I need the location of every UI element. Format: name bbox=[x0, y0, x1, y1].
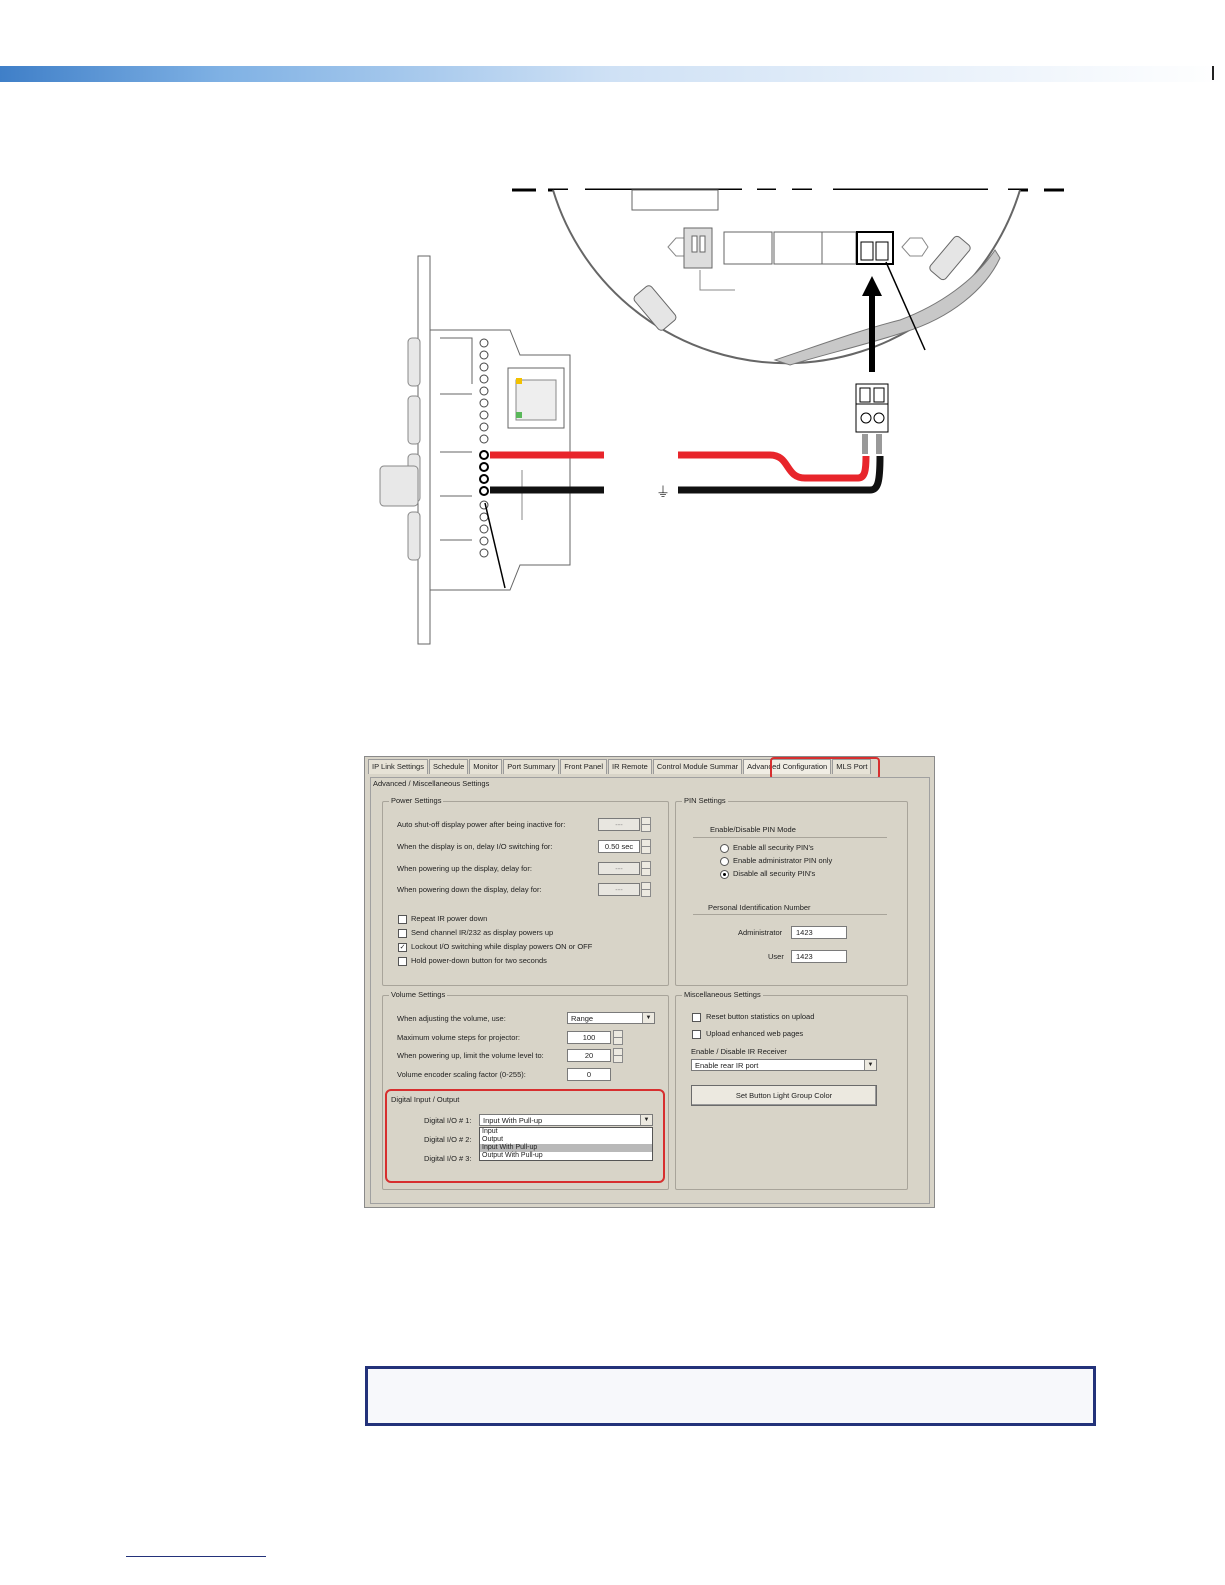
power-up-delay-spinner[interactable] bbox=[641, 861, 651, 876]
auto-shutoff-spinner[interactable] bbox=[641, 817, 651, 832]
send-channel-checkbox[interactable] bbox=[398, 929, 407, 938]
digital-io-1-label: Digital I/O # 1: bbox=[424, 1116, 472, 1125]
volume-encoder-label: Volume encoder scaling factor (0-255): bbox=[397, 1070, 526, 1079]
ground-symbol: ⏚ bbox=[656, 485, 670, 501]
volume-max-spinner[interactable] bbox=[613, 1030, 623, 1045]
reset-stats-label: Reset button statistics on upload bbox=[706, 1012, 815, 1021]
hold-power-down-checkbox[interactable] bbox=[398, 957, 407, 966]
ir-receiver-label: Enable / Disable IR Receiver bbox=[691, 1047, 787, 1056]
io-delay-spinner[interactable] bbox=[641, 839, 651, 854]
tab-mls-port[interactable]: MLS Port bbox=[832, 759, 871, 774]
chevron-down-icon: ▼ bbox=[864, 1060, 876, 1070]
radio-disable-all-pins[interactable] bbox=[720, 870, 729, 879]
set-button-light-color-button[interactable]: Set Button Light Group Color bbox=[691, 1085, 877, 1106]
send-channel-label: Send channel IR/232 as display powers up bbox=[411, 928, 554, 937]
misc-settings-title: Miscellaneous Settings bbox=[684, 990, 761, 999]
volume-adjust-label: When adjusting the volume, use: bbox=[397, 1014, 506, 1023]
upload-web-pages-checkbox[interactable] bbox=[692, 1030, 701, 1039]
pin-settings-title: PIN Settings bbox=[684, 796, 726, 805]
dropdown-option-highlighted[interactable]: Input With Pull-up bbox=[480, 1144, 652, 1152]
pin-mode-title: Enable/Disable PIN Mode bbox=[710, 825, 796, 834]
speaker-dome bbox=[553, 190, 1020, 363]
volume-limit-label: When powering up, limit the volume level to: bbox=[397, 1051, 544, 1060]
wall-plate bbox=[418, 256, 430, 644]
tab-monitor[interactable]: Monitor bbox=[469, 759, 502, 774]
tab-front-panel[interactable]: Front Panel bbox=[560, 759, 607, 774]
radio-enable-admin-label: Enable administrator PIN only bbox=[733, 856, 833, 865]
pin-number-title: Personal Identification Number bbox=[708, 903, 811, 912]
power-up-delay-field[interactable]: --- bbox=[598, 862, 640, 875]
digital-io-3-label: Digital I/O # 3: bbox=[424, 1154, 472, 1163]
repeat-ir-checkbox[interactable] bbox=[398, 915, 407, 924]
user-pin-field[interactable]: 1423 bbox=[791, 950, 847, 963]
digital-io-title: Digital Input / Output bbox=[391, 1095, 460, 1104]
user-pin-label: User bbox=[768, 952, 784, 961]
footer-link-underline bbox=[126, 1556, 266, 1557]
note-box bbox=[365, 1366, 1096, 1426]
volume-max-label: Maximum volume steps for projector: bbox=[397, 1033, 520, 1042]
power-row-1-label: Auto shut-off display power after being inactive for: bbox=[397, 820, 566, 829]
power-down-delay-field[interactable]: --- bbox=[598, 883, 640, 896]
terminal-blocks bbox=[724, 232, 856, 264]
pin-mode-separator bbox=[693, 837, 887, 838]
radio-enable-admin-pin[interactable] bbox=[720, 857, 729, 866]
lockout-label: Lockout I/O switching while display powers ON or OFF bbox=[411, 942, 593, 951]
admin-pin-label: Administrator bbox=[738, 928, 783, 937]
pin-number-separator bbox=[693, 914, 887, 915]
volume-encoder-field[interactable]: 0 bbox=[567, 1068, 611, 1081]
radio-disable-all-label: Disable all security PIN's bbox=[733, 869, 816, 878]
dip-switch bbox=[684, 228, 712, 268]
io-delay-field[interactable]: 0.50 sec bbox=[598, 840, 640, 853]
digital-io-1-select[interactable]: Input With Pull-up ▼ bbox=[479, 1114, 653, 1126]
dropdown-option[interactable]: Output With Pull-up bbox=[482, 1152, 543, 1159]
power-row-2-label: When the display is on, delay I/O switching for: bbox=[397, 842, 553, 851]
chevron-down-icon: ▼ bbox=[640, 1115, 652, 1125]
admin-pin-field[interactable]: 1423 bbox=[791, 926, 847, 939]
digital-io-dropdown-list bbox=[479, 1127, 653, 1161]
tab-advanced-configuration[interactable]: Advanced Configuration bbox=[743, 759, 831, 774]
power-row-4-label: When powering down the display, delay for: bbox=[397, 885, 542, 894]
repeat-ir-label: Repeat IR power down bbox=[411, 914, 488, 923]
panel-subtitle: Advanced / Miscellaneous Settings bbox=[373, 779, 490, 788]
dropdown-option[interactable]: Output bbox=[482, 1136, 504, 1143]
volume-settings-title: Volume Settings bbox=[391, 990, 446, 999]
digital-io-2-label: Digital I/O # 2: bbox=[424, 1135, 472, 1144]
tab-ip-link-settings[interactable]: IP Link Settings bbox=[368, 759, 428, 774]
tab-port-summary[interactable]: Port Summary bbox=[503, 759, 559, 774]
upload-web-pages-label: Upload enhanced web pages bbox=[706, 1029, 804, 1038]
radio-enable-all-pins[interactable] bbox=[720, 844, 729, 853]
chevron-down-icon: ▼ bbox=[642, 1013, 654, 1023]
volume-limit-spinner[interactable] bbox=[613, 1048, 623, 1063]
power-row-3-label: When powering up the display, delay for: bbox=[397, 864, 532, 873]
dropdown-option[interactable]: Input bbox=[482, 1128, 498, 1135]
volume-limit-field[interactable]: 20 bbox=[567, 1049, 611, 1062]
radio-enable-all-label: Enable all security PIN's bbox=[733, 843, 814, 852]
power-settings-title: Power Settings bbox=[391, 796, 442, 805]
wiring-diagram bbox=[0, 0, 1225, 720]
volume-max-field[interactable]: 100 bbox=[567, 1031, 611, 1044]
dome-plate bbox=[632, 190, 718, 210]
power-down-delay-spinner[interactable] bbox=[641, 882, 651, 897]
lockout-checkbox[interactable]: ✓ bbox=[399, 944, 406, 951]
tab-ir-remote[interactable]: IR Remote bbox=[608, 759, 652, 774]
volume-adjust-select[interactable]: Range ▼ bbox=[567, 1012, 655, 1024]
tab-schedule[interactable]: Schedule bbox=[429, 759, 468, 774]
advanced-config-dialog bbox=[364, 756, 935, 1208]
auto-shutoff-field[interactable]: --- bbox=[598, 818, 640, 831]
ir-receiver-select[interactable]: Enable rear IR port ▼ bbox=[691, 1059, 877, 1071]
hold-power-down-label: Hold power-down button for two seconds bbox=[411, 956, 547, 965]
reset-stats-checkbox[interactable] bbox=[692, 1013, 701, 1022]
tab-control-module-summary[interactable]: Control Module Summar bbox=[653, 759, 742, 774]
